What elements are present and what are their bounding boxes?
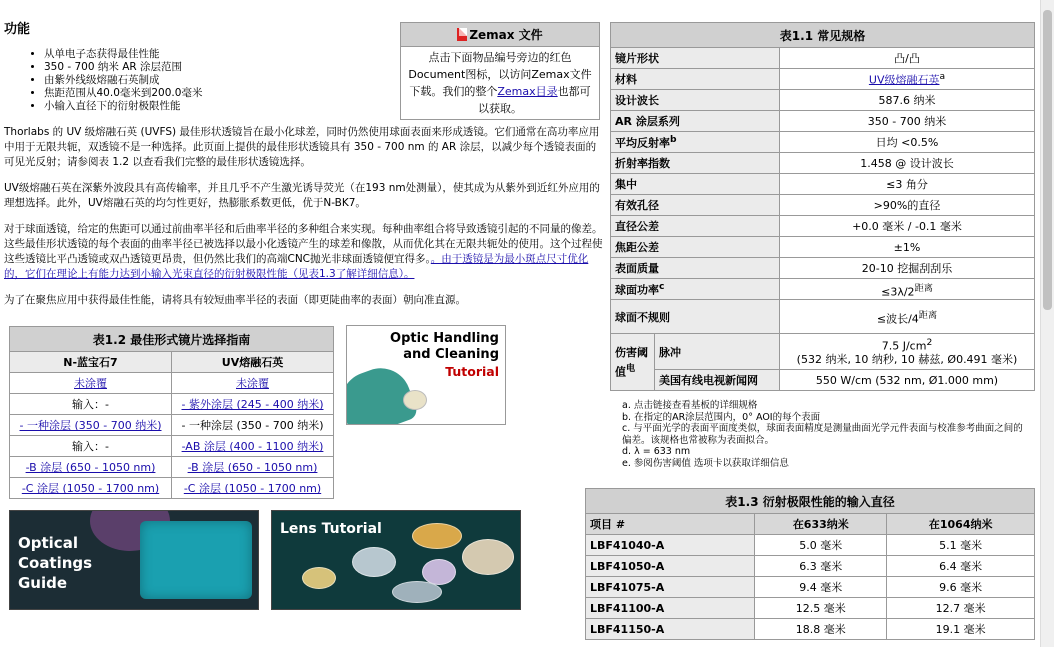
footnote-marker: a: [939, 70, 946, 82]
table-row: [611, 174, 1035, 195]
table-row: [611, 237, 1035, 258]
guide-link[interactable]: -C 涂层 (1050 - 1700 nm): [183, 482, 322, 495]
guide-link[interactable]: -C 涂层 (1050 - 1700 nm): [21, 482, 160, 495]
lens-tutorial-banner[interactable]: [271, 510, 521, 610]
pulse-value: [780, 334, 1035, 370]
spec-value: [780, 300, 1035, 334]
banner-line: Optical: [18, 534, 78, 552]
table-row: [611, 370, 1035, 391]
spec-key: 焦距公差: [611, 237, 780, 258]
spec-value: 凸/凸: [780, 48, 1035, 69]
table-row: [611, 195, 1035, 216]
part-number: LBF41040-A: [586, 535, 755, 556]
banner-title: Lens Tutorial: [280, 521, 382, 537]
input-diameter-table: [585, 488, 1035, 640]
cw-label: 美国有线电视新闻网: [655, 370, 780, 391]
spec-value: [780, 279, 1035, 300]
spec-value: 587.6 纳米: [780, 90, 1035, 111]
table-row: [611, 258, 1035, 279]
table-cell: 12.5 毫米: [755, 598, 887, 619]
banner-title: [18, 533, 92, 593]
table-caption: 表1.3 衍射极限性能的输入直径: [586, 489, 1035, 514]
table-caption: 表1.1 常见规格: [611, 23, 1035, 48]
table-row: [586, 556, 1035, 577]
column-header: 在633纳米: [755, 514, 887, 535]
table-row: [611, 48, 1035, 69]
footnote: d. λ = 633 nm: [622, 446, 691, 457]
part-number: LBF41075-A: [586, 577, 755, 598]
table-row: [10, 415, 334, 436]
table-cell: 19.1 毫米: [887, 619, 1035, 640]
table-caption: 表1.2 最佳形式镜片选择指南: [10, 327, 334, 352]
spec-value: [780, 69, 1035, 90]
footnote-marker: c: [659, 280, 665, 292]
feature-item: • 小输入直径下的衍射极限性能: [44, 100, 396, 113]
cw-value: 550 W/cm (532 nm, Ø1.000 mm): [780, 370, 1035, 391]
coating-swatch-image: [140, 521, 252, 599]
table-row: [611, 153, 1035, 174]
spec-key: 有效孔径: [611, 195, 780, 216]
table-cell: [172, 457, 334, 478]
spec-value: ≤3 角分: [780, 174, 1035, 195]
spec-key: AR 涂层系列: [611, 111, 780, 132]
zemax-title: Zemax 文件: [469, 28, 543, 42]
table-row: [10, 394, 334, 415]
spec-key-text: 球面功率: [615, 283, 659, 297]
zemax-text-after: 也都可以获取。: [478, 85, 591, 115]
footnote-marker: b: [670, 133, 677, 145]
column-header: 项目 #: [586, 514, 755, 535]
spherical-paragraph: [4, 222, 604, 282]
table-cell: [172, 394, 334, 415]
table-row: [611, 111, 1035, 132]
table-cell: 18.8 毫米: [755, 619, 887, 640]
guide-link[interactable]: -B 涂层 (650 - 1050 nm): [187, 461, 318, 474]
table-cell: - 一种涂层 (350 - 700 纳米): [172, 415, 334, 436]
table-row: [611, 216, 1035, 237]
table-cell: [10, 478, 172, 499]
part-number: LBF41050-A: [586, 556, 755, 577]
zemax-catalog-link[interactable]: Zemax目录: [497, 85, 558, 98]
table-cell: [10, 457, 172, 478]
spec-value-text: ≤3λ/2: [881, 285, 915, 299]
pulse-value-1: 7.5 J/cm: [881, 339, 927, 353]
table-cell: 6.3 毫米: [755, 556, 887, 577]
lens-image: [392, 581, 442, 603]
damage-threshold-label: [611, 334, 655, 391]
zemax-box: [400, 22, 600, 120]
features-list: [26, 48, 396, 113]
material-paragraph: UV级熔融石英在深紫外波段具有高传输率，并且几乎不产生激光诱导荧光（在193 nm处测量），使其成为从紫外到近红外应用的理想选择。此外，UV熔融石英的均匀性更好，热膨胀系数更低，优于N-BK7。: [4, 182, 600, 209]
column-header: UV熔融石英: [172, 352, 334, 373]
spec-value: +0.0 毫米 / -0.1 毫米: [780, 216, 1035, 237]
superscript: 2: [926, 336, 933, 348]
spec-key: 设计波长: [611, 90, 780, 111]
table-cell: 9.6 毫米: [887, 577, 1035, 598]
lens-image: [352, 547, 396, 577]
spec-key: [611, 132, 780, 153]
footnote: e. 参阅伤害阈值 选项卡以获取详细信息: [622, 457, 789, 469]
table-row: [10, 457, 334, 478]
lens-image: [462, 539, 514, 575]
table-cell: [172, 436, 334, 457]
table-row: [611, 69, 1035, 90]
feature-item: • 350 - 700 纳米 AR 涂层范围: [44, 61, 396, 74]
spec-value: >90%的直径: [780, 195, 1035, 216]
banner-line: Coatings: [18, 554, 93, 572]
lens-image: [403, 390, 427, 410]
orientation-paragraph: 为了在聚焦应用中获得最佳性能，请将具有较短曲率半径的表面（即更陡曲率的表面）朝向准直源。: [4, 294, 466, 306]
spec-key: 球面不规则: [611, 300, 780, 334]
footnote-marker: 距离: [918, 309, 938, 321]
table-row: [586, 598, 1035, 619]
spherical-text: 对于球面透镜，给定的焦距可以通过前曲率半径和后曲率半径的多种组合来实现。每种曲率组合将导致透镜引起的不同量的像差。这些最佳形状透镜的每个表面的曲率半径已被选择以最小化透镜产生的球差和像散，从而优化其在无限共轭处的使用。这个过程使这些透镜比平凸透镜或双凸透镜更昂贵，但仍然比我们的高端CNC抛光非球面透镜便宜得多。: [4, 223, 603, 265]
zemax-body: [401, 47, 599, 119]
intro-paragraph: Thorlabs 的 UV 级熔融石英 (UVFS) 最佳形状透镜旨在最小化球差，同时仍然使用球面表面来形成透镜。它们通常在高功率应用中用于无限共轭，双透镜不是一种选择。此页面上提供的最佳形状透镜具有 350 - 700 nm 的 AR 涂层，以减少每个透镜表面的可见光反射；请参阅表 1.2 以查看我们完整的最佳形状透镜选择。: [4, 126, 600, 168]
part-number: LBF41150-A: [586, 619, 755, 640]
vertical-scrollbar[interactable]: [1040, 0, 1054, 647]
spec-key: 集中: [611, 174, 780, 195]
feature-item: • 从单电子态获得最佳性能: [44, 48, 396, 61]
table-cell: 5.1 毫米: [887, 535, 1035, 556]
features-heading: 功能: [4, 22, 31, 37]
scrollbar-thumb[interactable]: [1043, 10, 1052, 310]
spec-value: ±1%: [780, 237, 1035, 258]
optic-handling-tutorial-banner[interactable]: [346, 325, 506, 425]
material-link[interactable]: UV级熔融石英: [868, 73, 940, 87]
footnote: a. 点击链接查看基板的详细规格: [622, 400, 758, 411]
guide-link[interactable]: - 紫外涂层 (245 - 400 纳米): [181, 398, 324, 411]
spec-value: 日均 <0.5%: [780, 132, 1035, 153]
spec-key: 折射率指数: [611, 153, 780, 174]
table-cell: 输入：-: [10, 436, 172, 457]
banner-line: Optic Handling: [390, 331, 499, 346]
table-cell: [172, 478, 334, 499]
zemax-header: [401, 23, 599, 47]
optical-coatings-guide-banner[interactable]: [9, 510, 259, 610]
spec-key: 表面质量: [611, 258, 780, 279]
table-row: [611, 334, 1035, 370]
pulse-value-2: (532 纳米, 10 纳秒, 10 赫兹, Ø0.491 毫米): [796, 353, 1018, 367]
table-row: [611, 279, 1035, 300]
table-cell: [10, 415, 172, 436]
banner-line: Guide: [18, 574, 68, 592]
selection-guide-table: [9, 326, 334, 499]
table-row: [586, 577, 1035, 598]
common-specs-table: [610, 22, 1035, 391]
feature-item: • 焦距范围从40.0毫米到200.0毫米: [44, 87, 396, 100]
spec-value: 20-10 挖掘刮刮乐: [780, 258, 1035, 279]
footnote: b. 在指定的AR涂层范围内，0° AOI的每个表面: [622, 411, 821, 423]
table-row: [10, 373, 334, 394]
table-row: [10, 478, 334, 499]
table-cell: [172, 373, 334, 394]
zemax-text: 点击下面物品编号旁边的红色Document图标，以访问Zemax文件下载。我们的整个: [408, 51, 592, 98]
table-cell: 9.4 毫米: [755, 577, 887, 598]
table-row: [586, 619, 1035, 640]
table-row: [10, 436, 334, 457]
table-row: [611, 300, 1035, 334]
column-header: 在1064纳米: [887, 514, 1035, 535]
table-row: [611, 90, 1035, 111]
feature-item: • 由紫外线级熔融石英制成: [44, 74, 396, 87]
guide-link[interactable]: -AB 涂层 (400 - 1100 纳米): [181, 440, 324, 453]
spec-key: 材料: [611, 69, 780, 90]
guide-link[interactable]: 未涂覆: [236, 377, 269, 390]
pulse-label: 脉冲: [655, 334, 780, 370]
guide-link[interactable]: - 一种涂层 (350 - 700 纳米): [19, 419, 162, 432]
table-row: [586, 535, 1035, 556]
table-cell: 6.4 毫米: [887, 556, 1035, 577]
spec-value: 1.458 @ 设计波长: [780, 153, 1035, 174]
column-header: N-蓝宝石7: [10, 352, 172, 373]
lens-image: [302, 567, 336, 589]
spec-key: 镜片形状: [611, 48, 780, 69]
lens-image: [412, 523, 462, 549]
spec-key: [611, 279, 780, 300]
banner-subtitle: Tutorial: [445, 364, 499, 379]
banner-line: and Cleaning: [403, 347, 499, 362]
diffraction-link[interactable]: 。由于透镜是为最小斑点尺寸优化的，它们在理论上有能力达到小输入光束直径的衍射极限性能（见表1.3了解详细信息）。: [4, 253, 589, 280]
guide-link[interactable]: -B 涂层 (650 - 1050 nm): [25, 461, 156, 474]
footnote-marker: 电: [626, 363, 636, 375]
footnotes: [622, 400, 1032, 469]
table-row: [611, 132, 1035, 153]
footnote: c. 与平面光学的表面平面度类似，球面表面精度是测量曲面光学元件表面与校准参考曲面之间的偏差。该规格也常被称为表面拟合。: [622, 423, 1023, 446]
document-icon: [457, 28, 467, 41]
spec-value: 350 - 700 纳米: [780, 111, 1035, 132]
spec-value-text: ≤波长/4: [876, 312, 919, 326]
spec-key: 直径公差: [611, 216, 780, 237]
damage-label-text: 伤害阈值: [615, 346, 648, 379]
table-cell: 5.0 毫米: [755, 535, 887, 556]
banner-title: [390, 331, 499, 363]
part-number: LBF41100-A: [586, 598, 755, 619]
guide-link[interactable]: 未涂覆: [74, 377, 107, 390]
spec-key-text: 平均反射率: [615, 136, 670, 150]
footnote-marker: 距离: [914, 282, 933, 294]
table-cell: 12.7 毫米: [887, 598, 1035, 619]
table-cell: [10, 373, 172, 394]
table-cell: 输入：-: [10, 394, 172, 415]
